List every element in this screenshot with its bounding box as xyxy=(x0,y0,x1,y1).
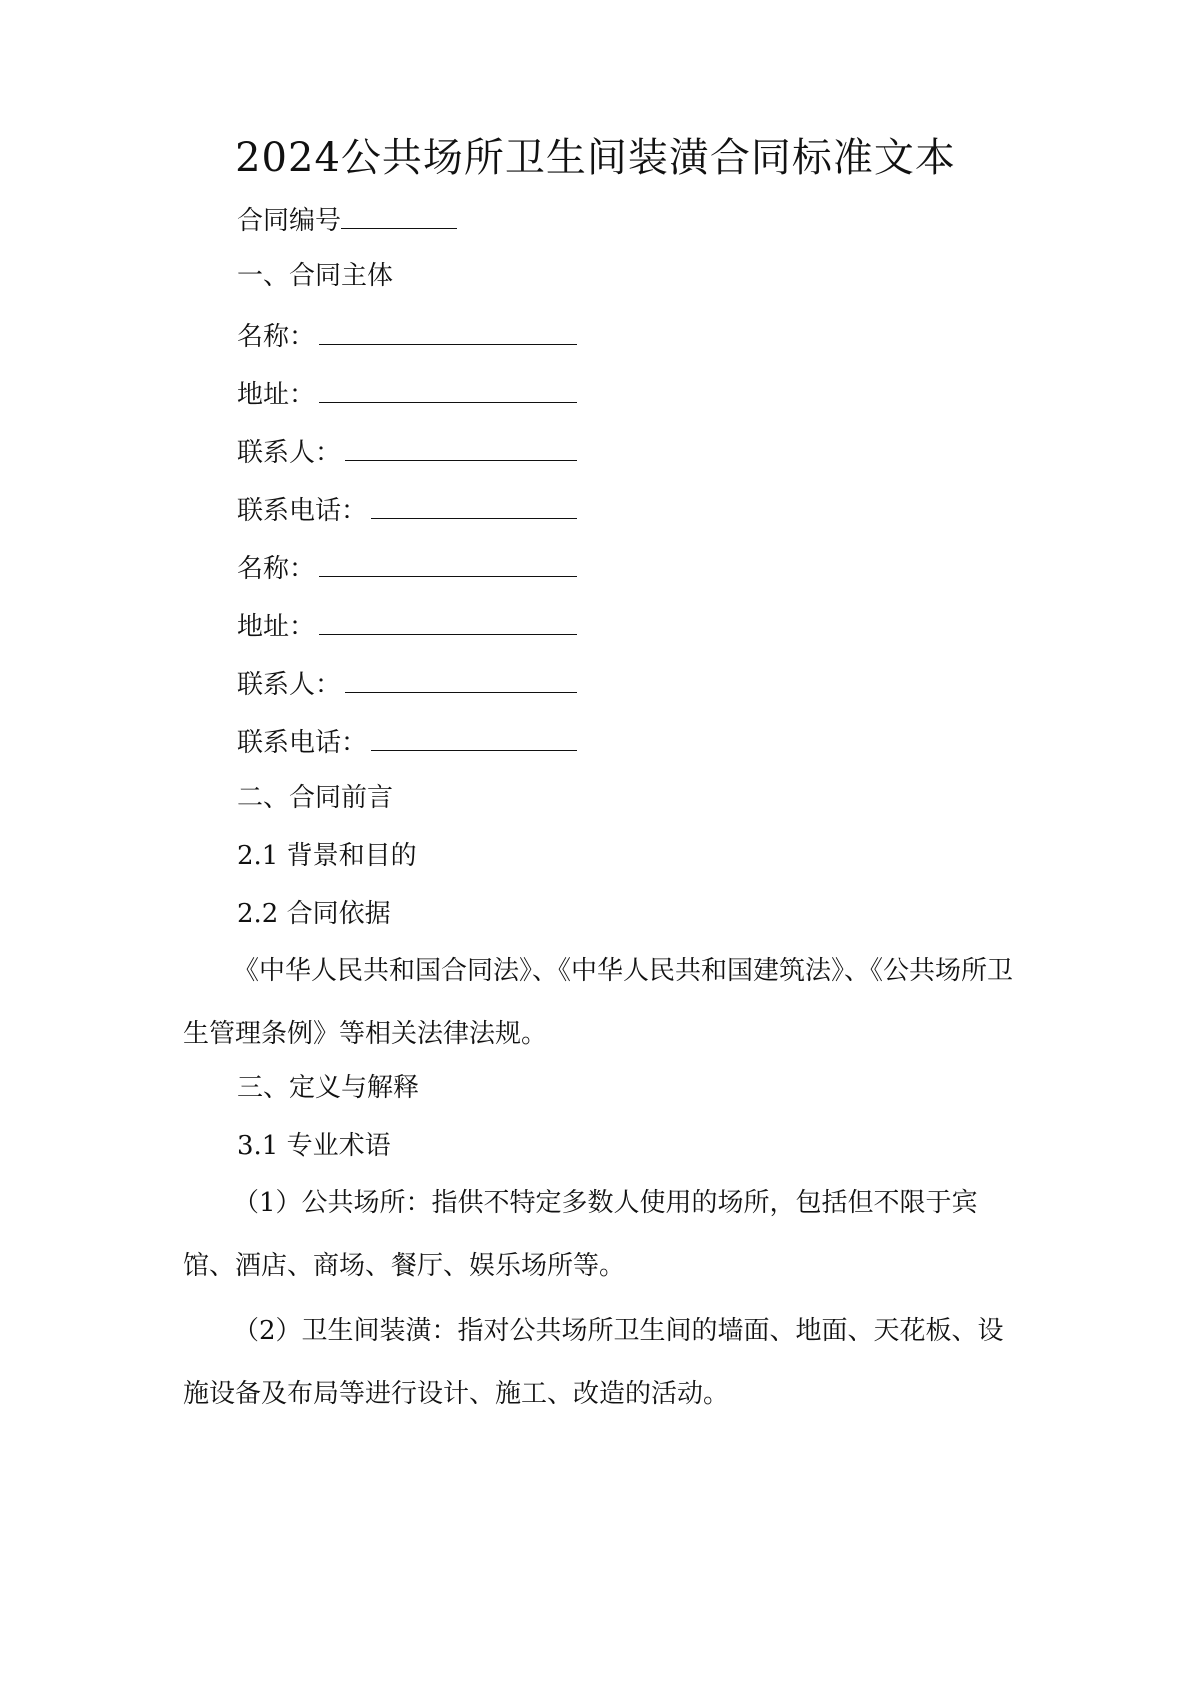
party-b-name-label: 名称： xyxy=(237,554,316,584)
item-2-2: 2.2 合同依据 xyxy=(237,899,391,929)
party-a-contact-blank xyxy=(345,430,577,461)
party-b-name-line xyxy=(237,546,577,589)
item-3-1: 3.1 专业术语 xyxy=(237,1131,391,1161)
party-a-address-label: 地址： xyxy=(237,380,316,410)
party-b-contact-label: 联系人： xyxy=(237,670,342,700)
party-b-phone-line xyxy=(237,720,577,763)
party-a-address-line xyxy=(237,372,577,415)
party-a-contact-label: 联系人： xyxy=(237,438,342,468)
party-a-phone-blank xyxy=(371,488,577,519)
party-b-phone-blank xyxy=(371,720,577,751)
term-2-paragraph: （2）卫生间装潢：指对公共场所卫生间的墙面、地面、天花板、设施设备及布局等进行设计、施工、改造的活动。 xyxy=(183,1316,1004,1409)
document-title: 2024公共场所卫生间装潢合同标准文本 xyxy=(235,135,956,181)
party-a-address-blank xyxy=(319,372,577,403)
term-1-paragraph: （1）公共场所：指供不特定多数人使用的场所，包括但不限于宾馆、酒店、商场、餐厅、娱乐场所等。 xyxy=(183,1188,978,1281)
party-b-name-blank xyxy=(319,546,577,577)
contract-number-line xyxy=(237,198,457,241)
party-a-name-line xyxy=(237,314,577,357)
party-a-contact-line xyxy=(237,430,577,473)
contract-basis-paragraph: 《中华人民共和国合同法》、《中华人民共和国建筑法》、《公共场所卫生管理条例》等相关法律法规。 xyxy=(183,956,1014,1049)
section-2-heading: 二、合同前言 xyxy=(237,783,394,813)
section-3-heading: 三、定义与解释 xyxy=(237,1073,420,1103)
contract-number-label: 合同编号 xyxy=(237,206,342,236)
party-b-address-label: 地址： xyxy=(237,612,316,642)
party-b-address-line xyxy=(237,604,577,647)
party-b-address-blank xyxy=(319,604,577,635)
party-a-name-label: 名称： xyxy=(237,322,316,352)
party-b-contact-line xyxy=(237,662,577,705)
item-2-1: 2.1 背景和目的 xyxy=(237,841,417,871)
section-1-heading: 一、合同主体 xyxy=(237,261,394,291)
party-a-phone-line xyxy=(237,488,577,531)
party-b-contact-blank xyxy=(345,662,577,693)
party-a-phone-label: 联系电话： xyxy=(237,496,368,526)
party-b-phone-label: 联系电话： xyxy=(237,728,368,758)
contract-number-blank xyxy=(341,198,457,229)
party-a-name-blank xyxy=(319,314,577,345)
